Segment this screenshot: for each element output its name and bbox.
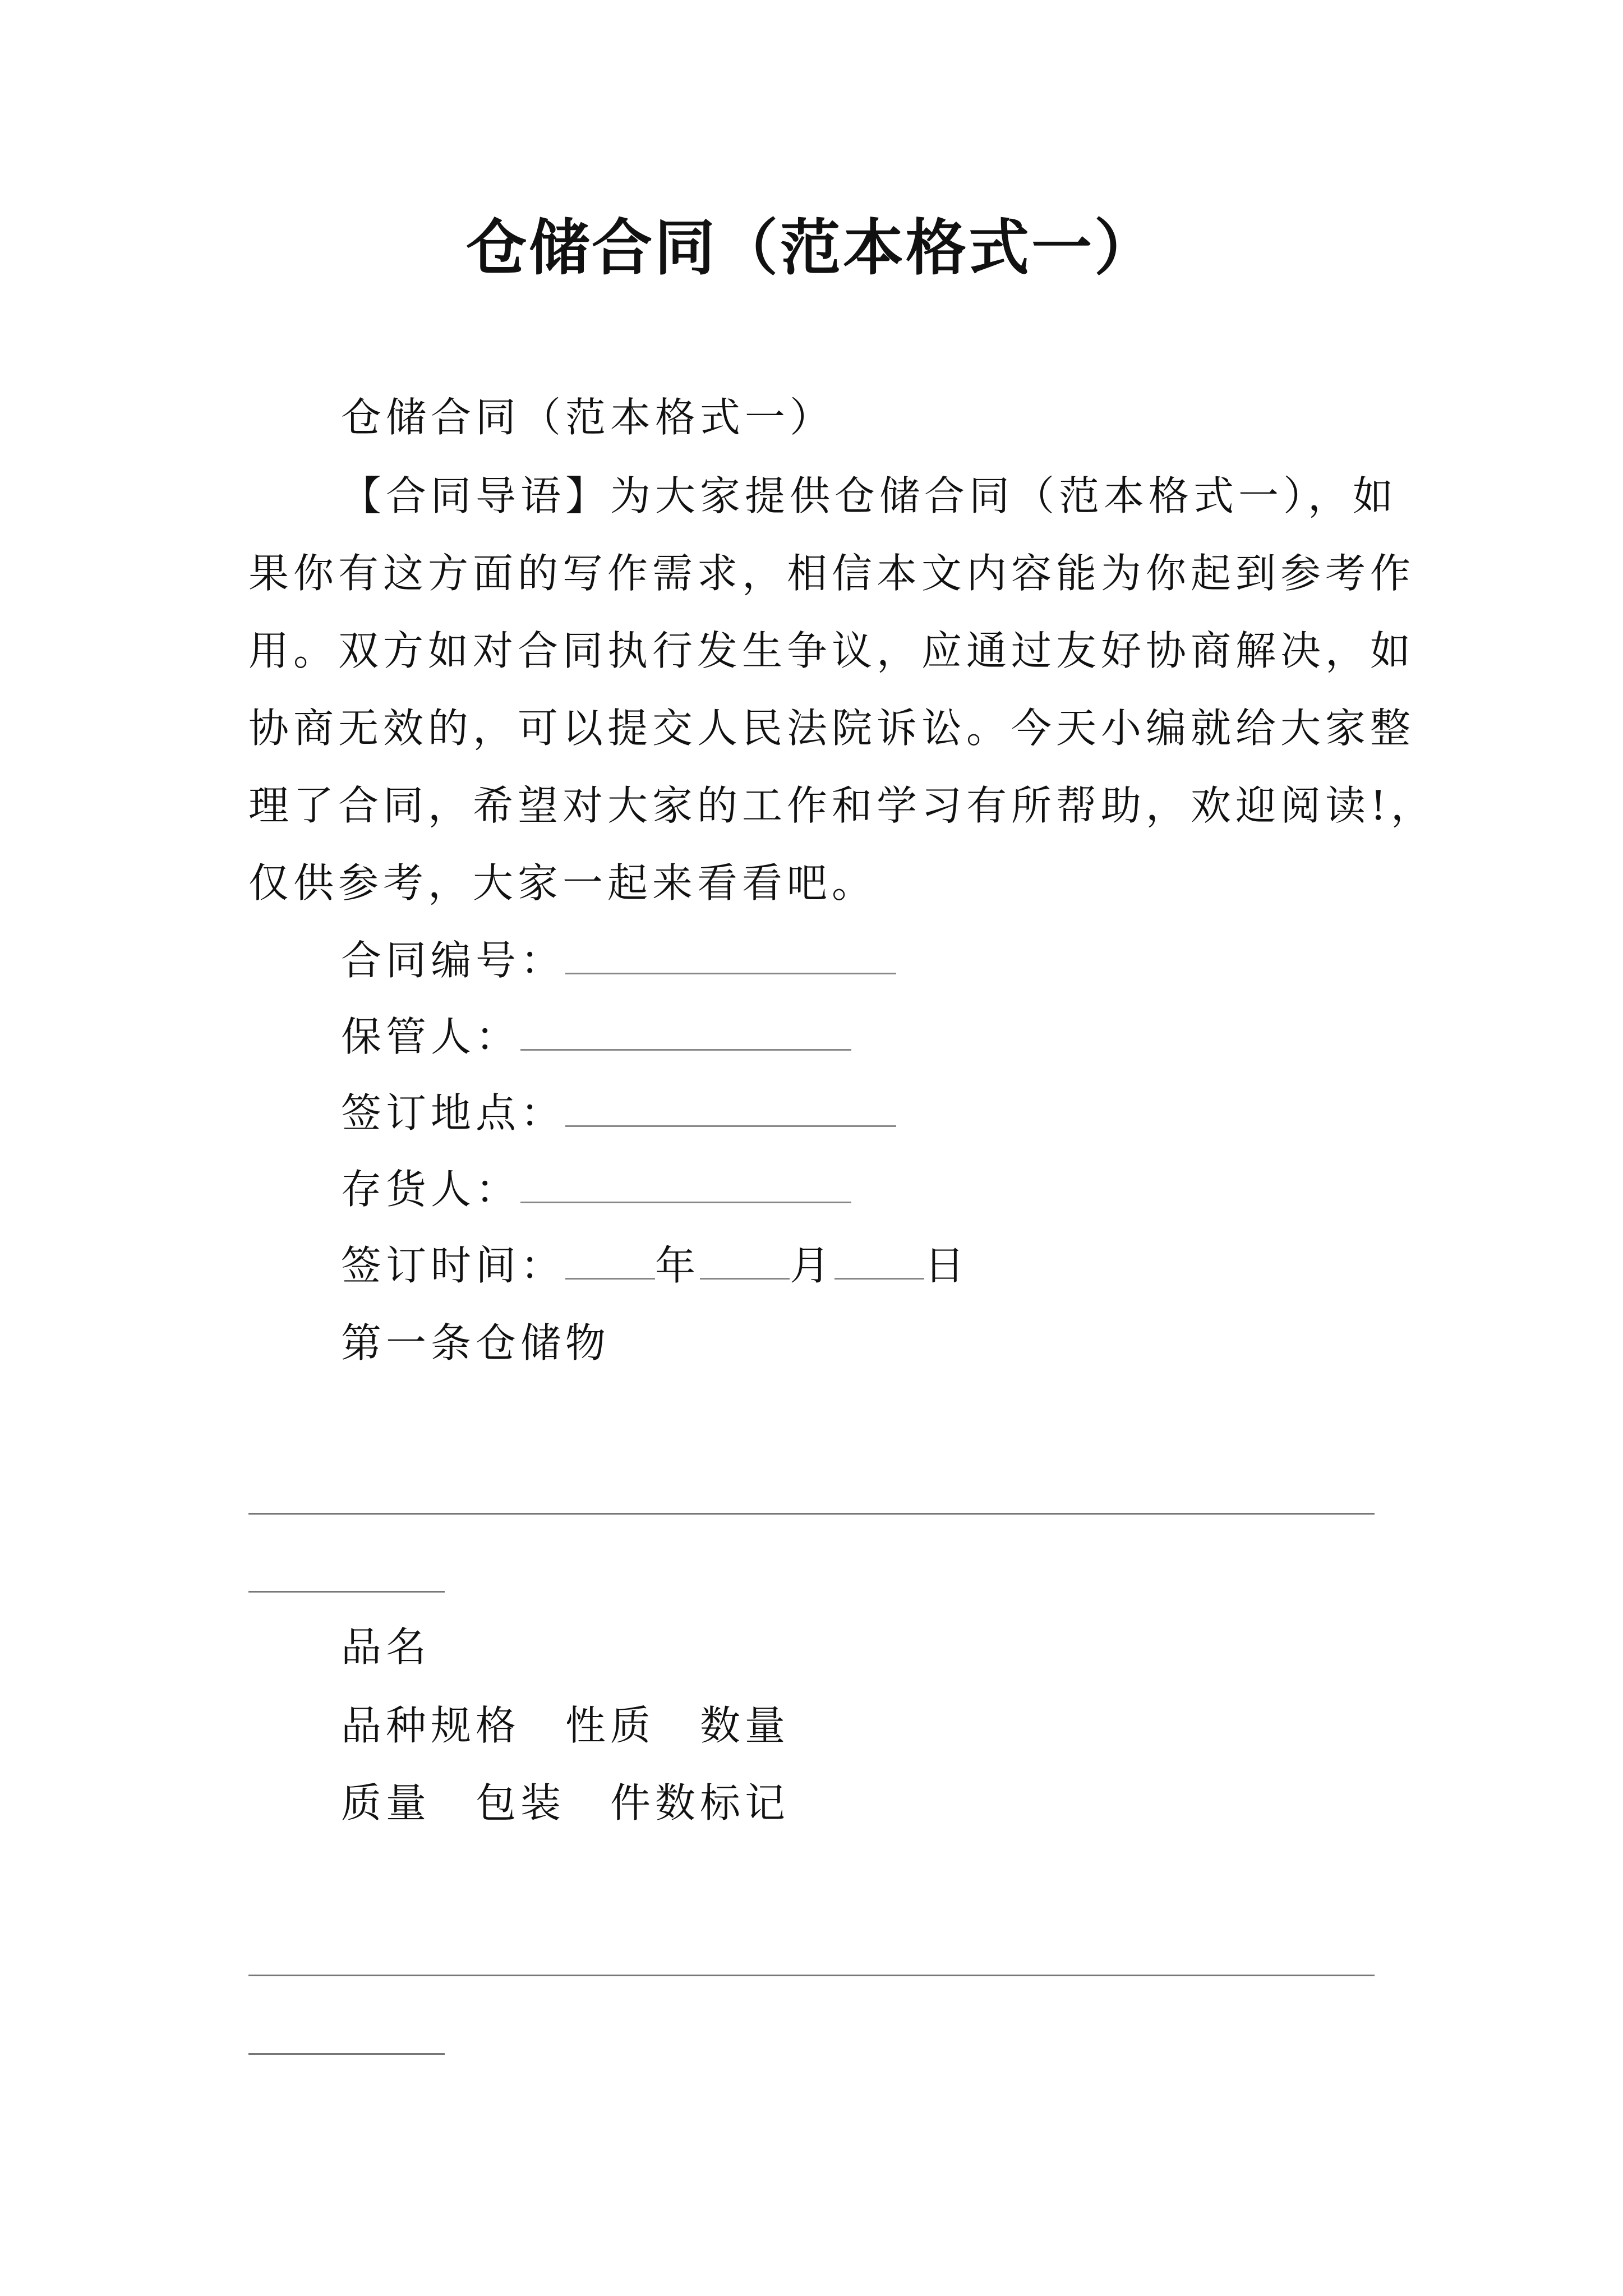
sign-place-label: 签订地点： [341,1089,566,1137]
fill-line [248,1975,1375,1976]
quality-row [341,1779,790,1826]
depositor-label: 存货人： [341,1166,521,1213]
sign-place-row [341,1089,896,1137]
fill-line [248,1513,1375,1515]
subtitle: 仓储合同（范本格式一） [341,394,835,441]
fill-line [248,1591,445,1593]
item-name-label: 品名 [341,1623,431,1671]
contract-number-blank [565,970,896,974]
intro-line-3: 用。双方如对合同执行发生争议，应通过友好协商解决，如 [248,627,1415,674]
spec-row [341,1702,790,1749]
quantity-label: 数量 [700,1702,790,1749]
piece-mark-label: 件数标记 [610,1779,790,1826]
spec-label: 品种规格 [341,1702,521,1749]
sign-place-blank [565,1123,896,1127]
contract-number-row [341,937,896,984]
intro-line-6: 仅供参考，大家一起来看看吧。 [248,859,877,907]
contract-number-label: 合同编号： [341,937,566,984]
intro-line-4: 协商无效的，可以提交人民法院诉讼。今天小编就给大家整 [248,705,1415,752]
depositor-row [341,1166,851,1213]
keeper-row [341,1013,851,1060]
day-label: 日 [924,1242,970,1289]
article-1-heading: 第一条仓储物 [341,1319,611,1366]
document-title: 仓储合同（范本格式一） [465,213,1157,283]
day-blank [834,1276,924,1280]
fill-line [248,2053,445,2055]
sign-time-label: 签订时间： [341,1242,566,1289]
month-blank [700,1276,790,1280]
nature-label: 性质 [565,1702,656,1749]
year-label: 年 [655,1242,700,1289]
month-label: 月 [790,1242,835,1289]
quality-label: 质量 [341,1779,431,1826]
depositor-blank [520,1199,851,1203]
keeper-label: 保管人： [341,1013,521,1060]
year-blank [565,1276,655,1280]
package-label: 包装 [476,1779,566,1826]
intro-line-1: 【合同导语】为大家提供仓储合同（范本格式一），如 [341,472,1398,519]
keeper-blank [520,1047,851,1051]
intro-line-2: 果你有这方面的写作需求，相信本文内容能为你起到参考作 [248,550,1415,597]
sign-time-row [341,1242,970,1289]
intro-line-5: 理了合同，希望对大家的工作和学习有所帮助，欢迎阅读!， [248,782,1436,829]
